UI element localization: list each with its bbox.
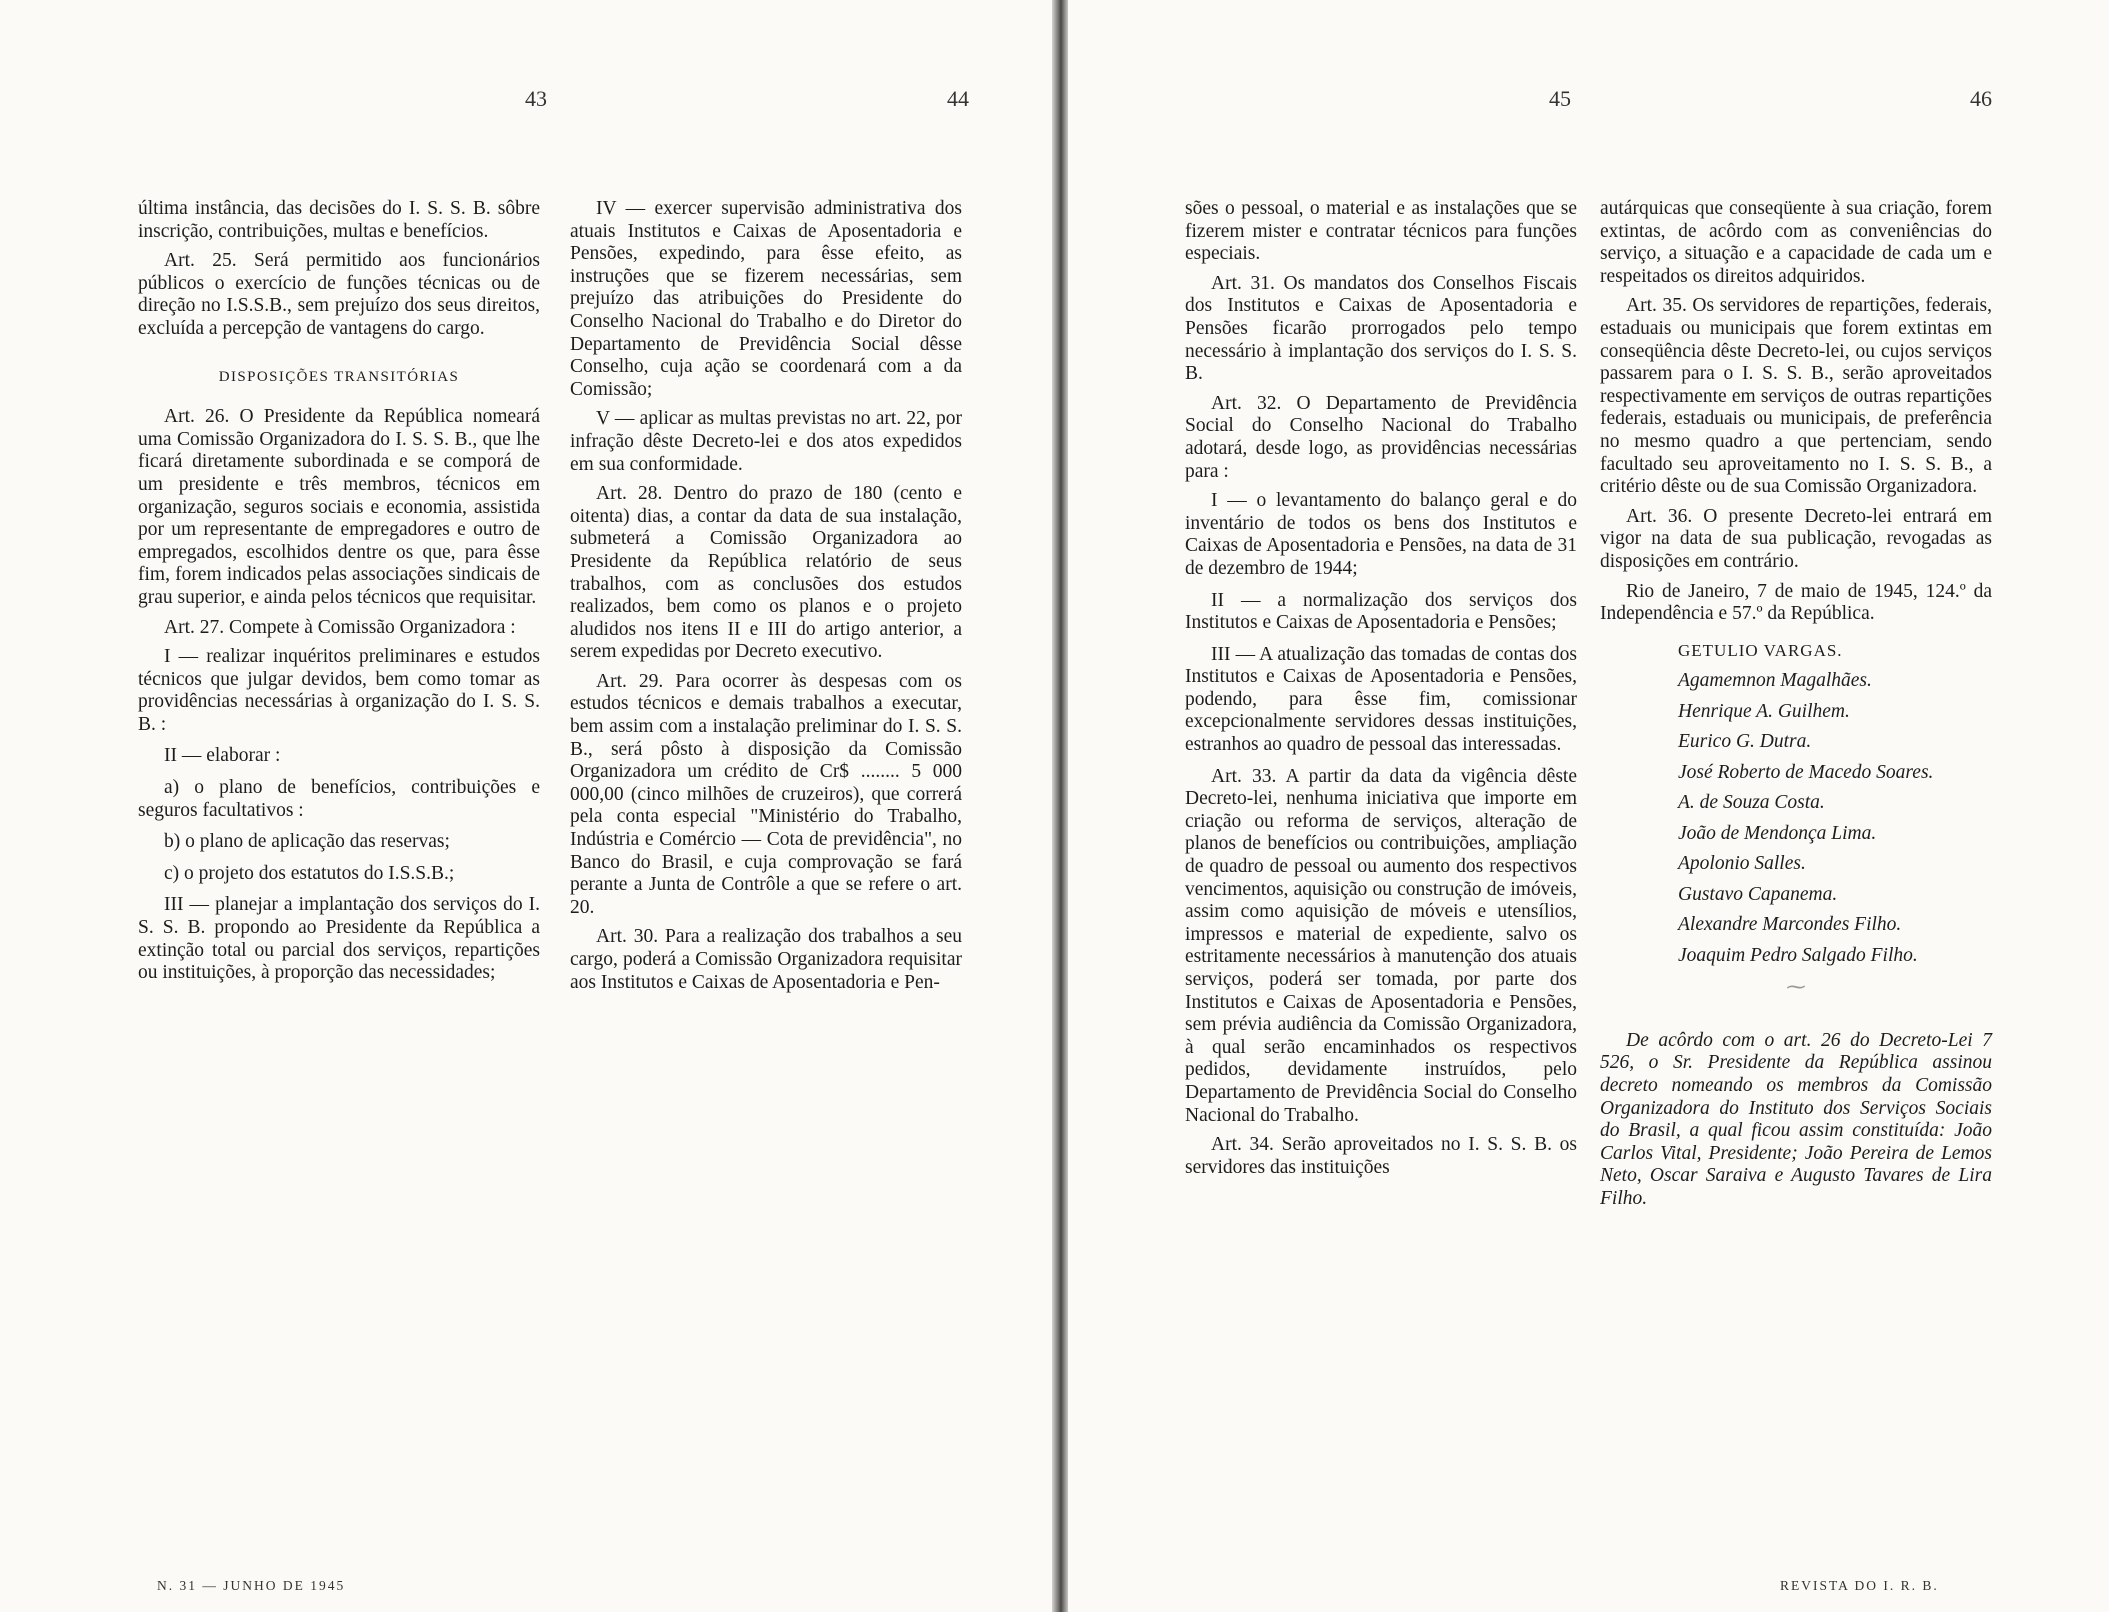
- article-31: Art. 31. Os mandatos dos Conselhos Fiscais dos Institutos e Caixas de Aposentadoria e Pensões ficarão prorrogados pelo tempo necessário à implantação dos serviços do I. S. S. B.: [1185, 272, 1577, 385]
- article-30: Art. 30. Para a realização dos trabalhos a seu cargo, poderá a Comissão Organizadora requisitar aos Institutos e Caixas de Aposentadoria e Pen-: [570, 926, 962, 993]
- paragraph: sões o pessoal, o material e as instalações que se fizerem mister e contratar técnicos para funções especiais.: [1185, 198, 1577, 265]
- article-25: Art. 25. Será permitido aos funcionários públicos o exercício de funções técnicas ou de direção no I.S.S.B., sem prejuízo dos seus direitos, excluída a percepção de vantagens do cargo.: [138, 250, 540, 339]
- column-page-44: [570, 198, 962, 1001]
- signature-name: José Roberto de Macedo Soares.: [1678, 761, 1934, 783]
- footer-right: REVISTA DO I. R. B.: [1780, 1578, 1939, 1593]
- item-iv: IV — exercer supervisão administrativa dos atuais Institutos e Caixas de Aposentadoria e Pensões, expedindo, para êsse efeito, as instruções que se fizerem necessárias, sem prejuízo das atribuições do Presidente do Conselho Nacional do Trabalho e do Diretor do Departamento de Previdência Social dêsse Conselho, cuja ação se coordenará com a da Comissão;: [570, 198, 962, 400]
- signature-name: Apolonio Salles.: [1678, 853, 1806, 875]
- item-v: V — aplicar as multas previstas no art. 22, por infração dêste Decreto-lei e dos atos expedidos em sua conformidade.: [570, 408, 962, 475]
- signature-name: Henrique A. Guilhem.: [1678, 700, 1850, 722]
- signature-name: Eurico G. Dutra.: [1678, 731, 1812, 753]
- page-number-46: 46: [1970, 86, 1992, 111]
- article-27: Art. 27. Compete à Comissão Organizadora :: [164, 616, 516, 638]
- paragraph: última instância, das decisões do I. S. S. B. sôbre inscrição, contribuições, multas e benefícios.: [138, 198, 540, 242]
- column-page-46: [1600, 198, 1992, 1218]
- item-iii: III — A atualização das tomadas de contas dos Institutos e Caixas de Aposentadoria e Pensões, podendo, para êsse fim, comissionar excepcionalmente servidores dessas instituições, estranhos ao quadro de pessoal das interessadas.: [1185, 643, 1577, 756]
- article-36: Art. 36. O presente Decreto-lei entrará em vigor na data de sua publicação, revogadas as disposições em contrário.: [1600, 505, 1992, 572]
- page-number-43: 43: [525, 86, 547, 111]
- article-29: Art. 29. Para ocorrer às despesas com os estudos técnicos e demais trabalhos a executar, bem assim com a instalação preliminar do I. S. S. B., será pôsto à disposição da Comissão Organizadora um crédito de Cr$ ........ 5 000 000,00 (cinco milhões de cruzeiros), que correrá pela conta especial "Ministério do Trabalho, Indústria e Comércio — Cota de previdência", no Banco do Brasil, e cuja comprovação se fará perante a Junta de Contrôle a que se refere o art. 20.: [570, 670, 962, 918]
- article-34: Art. 34. Serão aproveitados no I. S. S. B. os servidores das instituições: [1185, 1134, 1577, 1178]
- signature-name: Gustavo Capanema.: [1678, 883, 1838, 905]
- column-page-43: [138, 198, 540, 994]
- signature-name: GETULIO VARGAS.: [1678, 640, 1843, 660]
- item-a: a) o plano de benefícios, contribuições e seguros facultativos :: [138, 777, 540, 821]
- article-32: Art. 32. O Departamento de Previdência Social do Conselho Nacional do Trabalho adotará, desde logo, as providências necessárias para :: [1185, 392, 1577, 482]
- book-gutter: [1052, 0, 1068, 1612]
- signature-name: João de Mendonça Lima.: [1678, 822, 1877, 844]
- item-ii: II — a normalização dos serviços dos Institutos e Caixas de Aposentadoria e Pensões;: [1185, 589, 1577, 634]
- item-c: c) o projeto dos estatutos do I.S.S.B.;: [164, 862, 455, 884]
- article-33: Art. 33. A partir da data da vigência dêste Decreto-lei, nenhuma iniciativa que importe em criação ou reforma de serviços, alteração de planos de benefícios ou contribuições, ampliação de quadro de pessoal ou aumento dos respectivos vencimentos, aquisição ou construção de imóveis, assim como aquisição de móveis e utensílios, impressos e material de expediente, salvo os estritamente necessários à manutenção dos atuais serviços, poderá ser tomada, por parte dos Institutos e Caixas de Aposentadoria e Pensões, sem prévia audiência da Comissão Organizadora, à qual serão encaminhados os respectivos pedidos, devidamente instruídos, pelo Departamento de Previdência Social do Conselho Nacional do Trabalho.: [1185, 765, 1577, 1126]
- item-i: I — realizar inquéritos preliminares e estudos técnicos que julgar devidos, bem como tomar as providências necessárias à organização do I. S. S. B. :: [138, 646, 540, 735]
- page-number-45: 45: [1549, 86, 1571, 111]
- section-heading: DISPOSIÇÕES TRANSITÓRIAS: [218, 368, 460, 385]
- footer-left: N. 31 — JUNHO DE 1945: [157, 1578, 346, 1593]
- signatures: [1600, 636, 1992, 972]
- item-i: I — o levantamento do balanço geral e do inventário de todos os bens dos Institutos e Caixas de Aposentadoria e Pensões, na data de 31 de dezembro de 1944;: [1185, 490, 1577, 579]
- signature-name: Agamemnon Magalhães.: [1678, 670, 1872, 692]
- signature-name: Alexandre Marcondes Filho.: [1678, 914, 1902, 936]
- article-28: Art. 28. Dentro do prazo de 180 (cento e oitenta) dias, a contar da data de sua instalação, submeterá a Comissão Organizadora ao Presidente da República relatório de seus trabalhos, com as conclusões dos estudos realizados, bem como os planos e o projeto aludidos nos itens II e III do artigo anterior, a serem expedidas por Decreto executivo.: [570, 483, 962, 663]
- signature-name: A. de Souza Costa.: [1678, 792, 1825, 814]
- separator-mark: ⁓: [1786, 977, 1806, 999]
- paragraph: autárquicas que conseqüente à sua criação, forem extintas, de acôrdo com as conveniências do serviço, a situação e a capacidade de cada um e respeitados os direitos adquiridos.: [1600, 198, 1992, 287]
- column-page-45: [1185, 198, 1577, 1186]
- item-iii: III — planejar a implantação dos serviços do I. S. S. B. propondo ao Presidente da República a extinção total ou parcial dos serviços, repartições ou instituições, à proporção das necessidades;: [138, 894, 540, 984]
- page-number-44: 44: [947, 86, 969, 111]
- signature-name: Joaquim Pedro Salgado Filho.: [1678, 944, 1918, 966]
- item-b: b) o plano de aplicação das reservas;: [164, 831, 450, 853]
- editorial-note: De acôrdo com o art. 26 do Decreto-Lei 7 526, o Sr. Presidente da República assinou decreto nomeando os membros da Comissão Organizadora do Instituto dos Serviços Sociais do Brasil, a qual ficou assim constituída: João Carlos Vital, Presidente; João Pereira de Lemos Neto, Oscar Saraiva e Augusto Tavares de Lira Filho.: [1600, 1029, 1992, 1209]
- item-ii: II — elaborar :: [164, 745, 281, 767]
- article-35: Art. 35. Os servidores de repartições, federais, estaduais ou municipais que forem extintas em conseqüência dêste Decreto-lei, ou cujos serviços passarem para o I. S. S. B., serão aproveitados respectivamente em serviços de outras repartições federais, estaduais ou municipais, de preferência no mesmo quadro a que pertenciam, sendo facultado seu aproveitamento no I. S. S. B., a critério dêste ou de sua Comissão Organizadora.: [1600, 295, 1992, 498]
- date-line: Rio de Janeiro, 7 de maio de 1945, 124.º da Independência e 57.º da República.: [1600, 580, 1992, 625]
- article-26: Art. 26. O Presidente da República nomeará uma Comissão Organizadora do I. S. S. B., que lhe ficará diretamente subordinada e se comporá de um presidente e três membros, técnicos em organização, seguros sociais e economia, assistida por um representante de empregadores e outro de empregados, escolhidos dentre os que, para êsse fim, forem indicados pelas associações sindicais de grau superior, e ainda pelos técnicos que requisitar.: [138, 406, 540, 608]
